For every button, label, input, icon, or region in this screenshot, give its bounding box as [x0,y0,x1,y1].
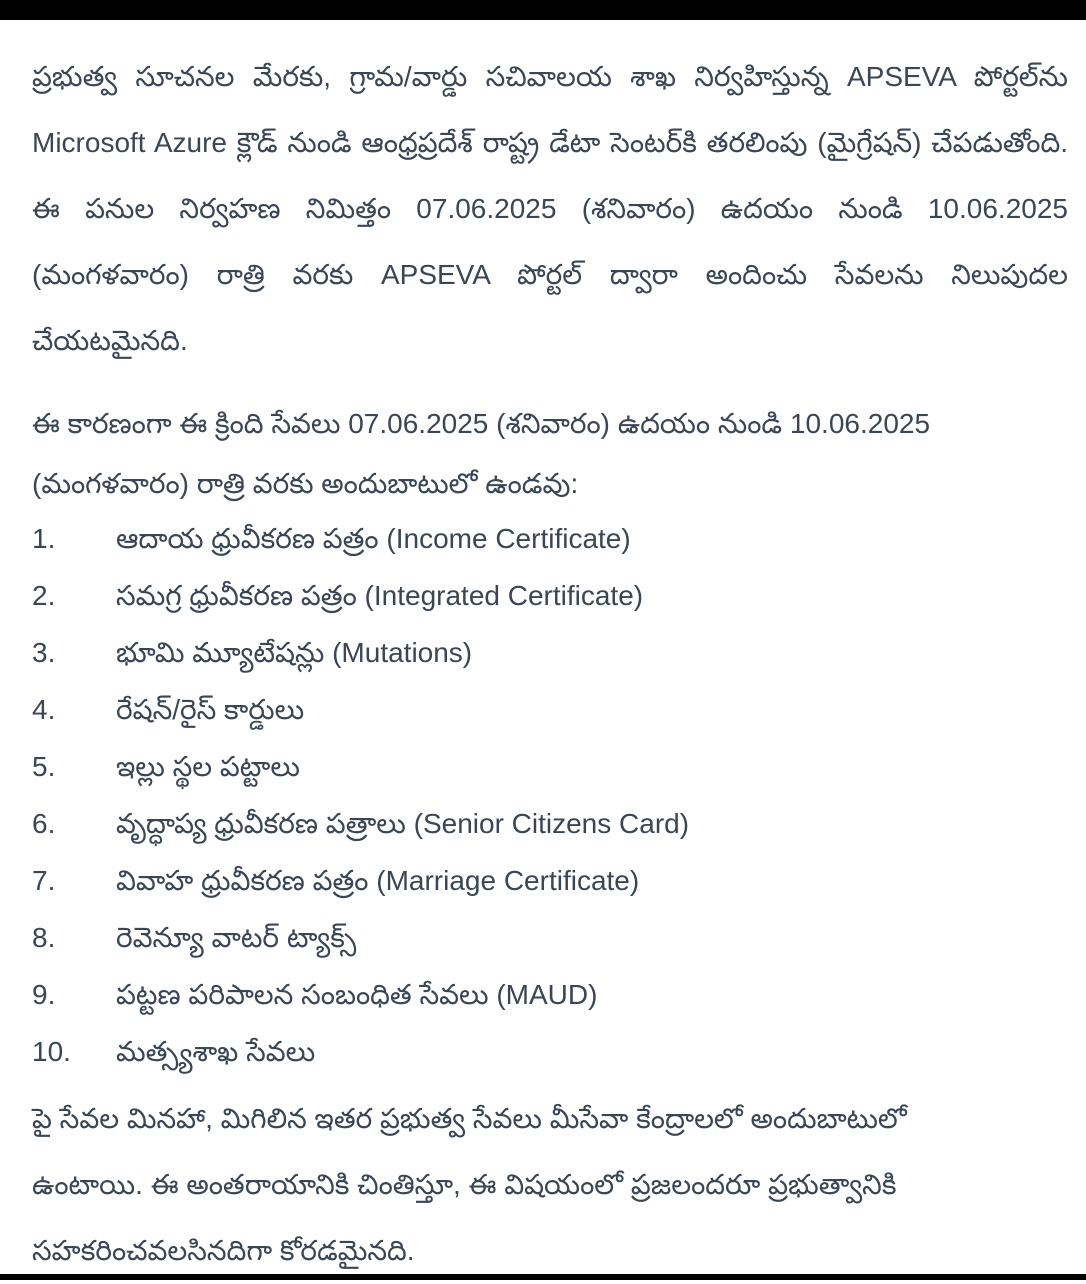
list-item-label: రెవెన్యూ వాటర్ ట్యాక్స్ [116,922,357,953]
list-item-label: మత్స్యశాఖ సేవలు [116,1036,316,1067]
notice-paragraph-migration: ప్రభుత్వ సూచనల మేరకు, గ్రామ/వార్డు సచివాలయ శాఖ నిర్వహిస్తున్న APSEVA పోర్టల్‌ను Microsoft Azure క్లౌడ్ నుండి ఆంధ్రప్రదేశ్ రాష్ట్ర డేటా సెంటర్‌కి తరలింపు (మైగ్రేషన్) చేపడుతోంది. ఈ పనుల నిర్వహణ నిమిత్తం 07.06.2025 (శనివారం) ఉదయం నుండి 10.06.2025 (మంగళవారం) రాత్రి వరకు APSEVA పోర్టల్ ద్వారా అందించు సేవలను నిలుపుదల చేయటమైనది. [32,61,1068,356]
list-item-number: 10. [32,1036,71,1067]
unavailable-services-list [32,510,1068,1080]
list-item-label: ఆదాయ ధ్రువీకరణ పత్రం (Income Certificate) [116,523,631,554]
notice-paragraph-unavailable-intro: ఈ కారణంగా ఈ క్రింది సేవలు 07.06.2025 (శనివారం) ఉదయం నుండి 10.06.2025 (మంగళవారం) రాత్రి వరకు అందుబాటులో ఉండవు: [32,408,931,499]
list-item-number: 6. [32,808,56,839]
list-item-label: వివాహ ధ్రువీకరణ పత్రం (Marriage Certificate) [116,865,640,896]
list-item-number: 8. [32,922,56,953]
list-item-number: 3. [32,637,56,668]
list-item-label: పట్టణ పరిపాలన సంబంధిత సేవలు (MAUD) [116,979,598,1010]
list-item-label: రేషన్/రైస్ కార్డులు [116,694,305,725]
list-item-number: 7. [32,865,56,896]
list-item [32,738,1068,795]
list-item [32,1023,1068,1080]
list-item [32,510,1068,567]
list-item-number: 4. [32,694,56,725]
top-black-bar [0,0,1086,20]
list-item-label: ఇల్లు స్థల పట్టాలు [116,751,300,782]
list-item [32,681,1068,738]
notice-paragraph-closing: పై సేవల మినహా, మిగిలిన ఇతర ప్రభుత్వ సేవలు మీసేవా కేంద్రాలలో అందుబాటులో ఉంటాయి. ఈ అంతరాయానికి చింతిస్తూ, ఈ విషయంలో ప్రజలందరూ ప్రభుత్వానికి సహకరించవలసినదిగా కోరడమైనది. [32,1103,907,1266]
list-item-number: 1. [32,523,56,554]
notice-document [32,44,1068,1284]
list-item [32,966,1068,1023]
list-item [32,795,1068,852]
bottom-black-bar [0,1274,1086,1280]
list-item-number: 2. [32,580,56,611]
list-item [32,909,1068,966]
list-item [32,624,1068,681]
list-item [32,852,1068,909]
list-item-label: సమగ్ర ధ్రువీకరణ పత్రం (Integrated Certificate) [116,580,644,611]
list-item-label: భూమి మ్యూటేషన్లు (Mutations) [116,637,473,668]
list-item-number: 5. [32,751,56,782]
list-item [32,567,1068,624]
list-item-number: 9. [32,979,56,1010]
list-item-label: వృద్ధాప్య ధ్రువీకరణ పత్రాలు (Senior Citizens Card) [116,808,690,839]
